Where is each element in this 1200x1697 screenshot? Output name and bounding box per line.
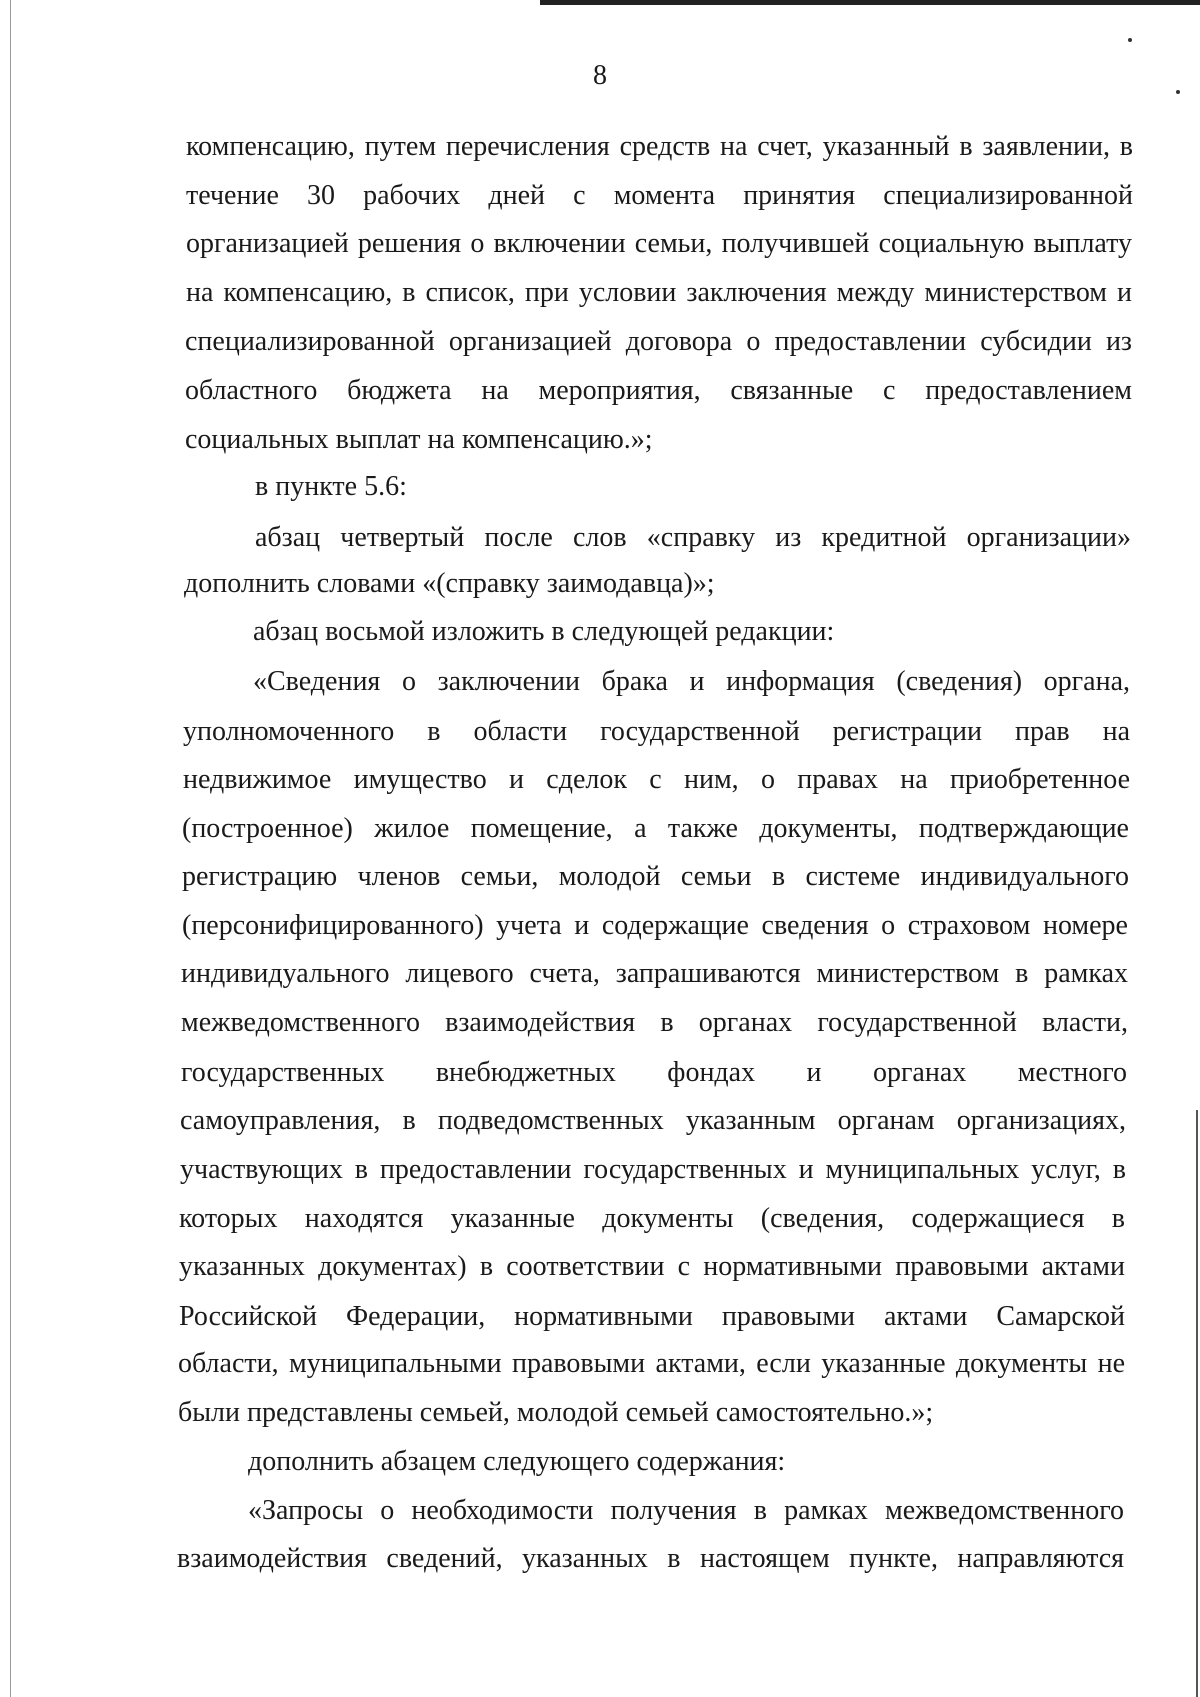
text-line: областного бюджета на мероприятия, связанные с предоставлением (185, 375, 1132, 406)
text-line: организацией решения о включении семьи, получившей социальную выплату (186, 228, 1132, 259)
text-line: межведомственного взаимодействия в органах государственной власти, (181, 1007, 1128, 1038)
page-edge-top (540, 0, 1200, 5)
text-line: уполномоченного в области государственной регистрации прав на (183, 716, 1130, 747)
scan-speck (1128, 38, 1132, 42)
text-line: «Запросы о необходимости получения в рамках межведомственного (248, 1495, 1124, 1526)
text-line: были представлены семьей, молодой семьей самостоятельно.»; (178, 1397, 934, 1428)
text-line: абзац четвертый после слов «справку из кредитной организации» (255, 522, 1131, 553)
page-edge-left (10, 0, 11, 1697)
text-line: самоуправления, в подведомственных указанным органам организациях, (180, 1105, 1126, 1136)
text-line: недвижимое имущество и сделок с ним, о правах на приобретенное (183, 764, 1130, 795)
text-line: области, муниципальными правовыми актами, если указанные документы не (178, 1348, 1125, 1379)
text-line: течение 30 рабочих дней с момента принятия специализированной (186, 180, 1133, 211)
text-line: дополнить словами «(справку заимодавца)»; (184, 568, 715, 599)
text-line: государственных внебюджетных фондах и органах местного (181, 1057, 1127, 1088)
text-line: на компенсацию, в список, при условии заключения между министерством и (186, 277, 1132, 308)
text-line: специализированной организацией договора о предоставлении субсидии из (185, 326, 1132, 357)
text-line: дополнить абзацем следующего содержания: (248, 1446, 786, 1477)
page-number: 8 (593, 60, 607, 91)
text-line: регистрацию членов семьи, молодой семьи в системе индивидуального (182, 861, 1129, 892)
text-line: взаимодействия сведений, указанных в настоящем пункте, направляются (177, 1543, 1124, 1574)
text-line: индивидуального лицевого счета, запрашиваются министерством в рамках (181, 958, 1128, 989)
text-line: компенсацию, путем перечисления средств на счет, указанный в заявлении, в (186, 131, 1133, 162)
text-line: участвующих в предоставлении государственных и муниципальных услуг, в (180, 1154, 1126, 1185)
text-line: «Сведения о заключении брака и информация (сведения) органа, (253, 666, 1130, 697)
text-line: (построенное) жилое помещение, а также документы, подтверждающие (182, 813, 1129, 844)
page-edge-right (1196, 1110, 1198, 1697)
text-line: социальных выплат на компенсацию.»; (185, 424, 653, 455)
text-line: указанных документах) в соответствии с нормативными правовыми актами (179, 1251, 1125, 1282)
text-line: (персонифицированного) учета и содержащие сведения о страховом номере (182, 910, 1128, 941)
text-line: Российской Федерации, нормативными правовыми актами Самарской (179, 1301, 1125, 1332)
text-line: которых находятся указанные документы (сведения, содержащиеся в (179, 1203, 1125, 1234)
text-line: в пункте 5.6: (255, 471, 407, 502)
text-line: абзац восьмой изложить в следующей редакции: (253, 616, 835, 647)
